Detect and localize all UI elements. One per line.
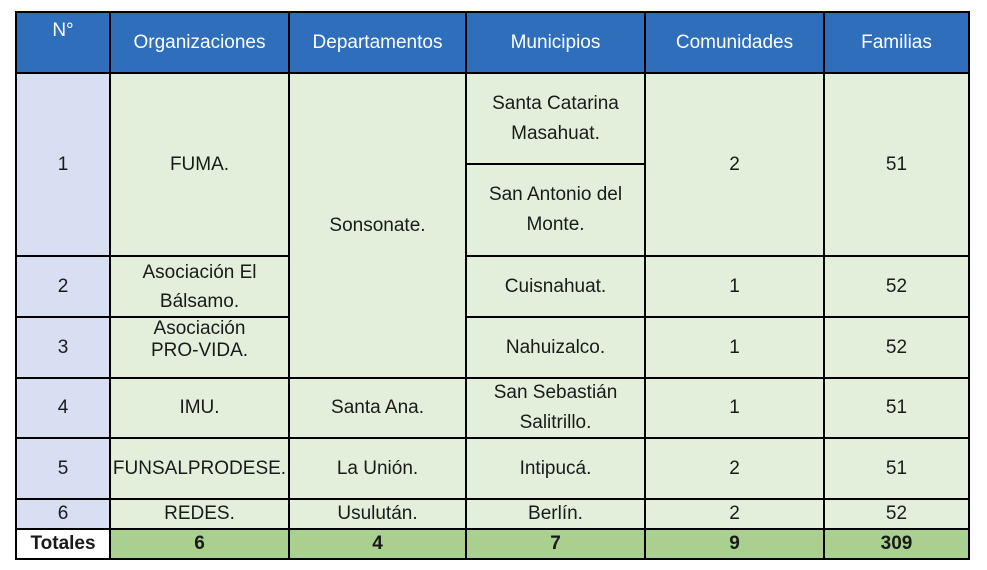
row-2-n: 2: [16, 256, 110, 317]
row-4-organizacion: IMU.: [110, 378, 289, 438]
totals-familias: 309: [824, 529, 969, 559]
col-line-5: [823, 11, 825, 560]
row-4-familias: 51: [824, 378, 969, 438]
row-2-familias: 52: [824, 256, 969, 317]
header-familias: Familias: [824, 12, 969, 73]
row-6-n: 6: [16, 499, 110, 529]
row-4-n: 4: [16, 378, 110, 438]
totals-organizaciones: 6: [110, 529, 289, 559]
row-1-comunidades: 2: [645, 73, 824, 256]
col-line-2: [288, 11, 290, 560]
col-line-4: [644, 11, 646, 560]
row-2-comunidades: 1: [645, 256, 824, 317]
row-1-bottom-line-b: [466, 255, 970, 257]
header-n: N°: [16, 12, 110, 73]
row-4-departamento: Santa Ana.: [289, 378, 466, 438]
departamento-sonsonate: Sonsonate.: [289, 73, 466, 378]
row-4-bottom-line: [15, 437, 970, 439]
row-3-bottom-line: [15, 377, 970, 379]
row-3-comunidades: 1: [645, 317, 824, 378]
table-border-right: [968, 11, 970, 560]
row-4-municipio: San Sebastián Salitrillo.: [466, 378, 645, 438]
row-1b-municipio: San Antonio del Monte.: [466, 164, 645, 256]
header-municipios: Municipios: [466, 12, 645, 73]
totals-label: Totales: [16, 529, 110, 559]
header-departamentos: Departamentos: [289, 12, 466, 73]
row-3-familias: 52: [824, 317, 969, 378]
row-6-departamento: Usulután.: [289, 499, 466, 529]
row-2-municipio: Cuisnahuat.: [466, 256, 645, 317]
row-1-split-line: [466, 163, 645, 165]
row-3-n: 3: [16, 317, 110, 378]
row-1-n: 1: [16, 73, 110, 256]
row-1-bottom-line-a: [15, 255, 290, 257]
header-bottom-line: [15, 72, 970, 74]
row-2-bottom-line-a: [15, 316, 290, 318]
row-5-organizacion: FUNSALPRODESE.: [110, 438, 289, 499]
totals-municipios: 7: [466, 529, 645, 559]
totals-comunidades: 9: [645, 529, 824, 559]
table-border-left: [15, 11, 17, 560]
row-1-familias: 51: [824, 73, 969, 256]
row-1a-municipio: Santa Catarina Masahuat.: [466, 73, 645, 164]
row-2-organizacion: Asociación El Bálsamo.: [110, 256, 289, 317]
row-4-comunidades: 1: [645, 378, 824, 438]
table-border-bottom: [15, 558, 970, 560]
row-6-municipio: Berlín.: [466, 499, 645, 529]
col-line-3: [465, 11, 467, 560]
totals-departamentos: 4: [289, 529, 466, 559]
col-line-1: [109, 11, 111, 560]
row-6-organizacion: REDES.: [110, 499, 289, 529]
row-6-bottom-line: [15, 528, 970, 530]
row-1-organizacion: FUMA.: [110, 73, 289, 256]
header-comunidades: Comunidades: [645, 12, 824, 73]
row-6-comunidades: 2: [645, 499, 824, 529]
row-2-bottom-line-b: [466, 316, 970, 318]
row-5-familias: 51: [824, 438, 969, 499]
row-5-comunidades: 2: [645, 438, 824, 499]
row-5-municipio: Intipucá.: [466, 438, 645, 499]
table-border-top: [15, 11, 970, 13]
row-6-familias: 52: [824, 499, 969, 529]
row-3-organizacion: Asociación PRO-VIDA.: [110, 317, 289, 378]
row-5-bottom-line: [15, 498, 970, 500]
header-organizaciones: Organizaciones: [110, 12, 289, 73]
row-5-departamento: La Unión.: [289, 438, 466, 499]
row-3-municipio: Nahuizalco.: [466, 317, 645, 378]
row-5-n: 5: [16, 438, 110, 499]
